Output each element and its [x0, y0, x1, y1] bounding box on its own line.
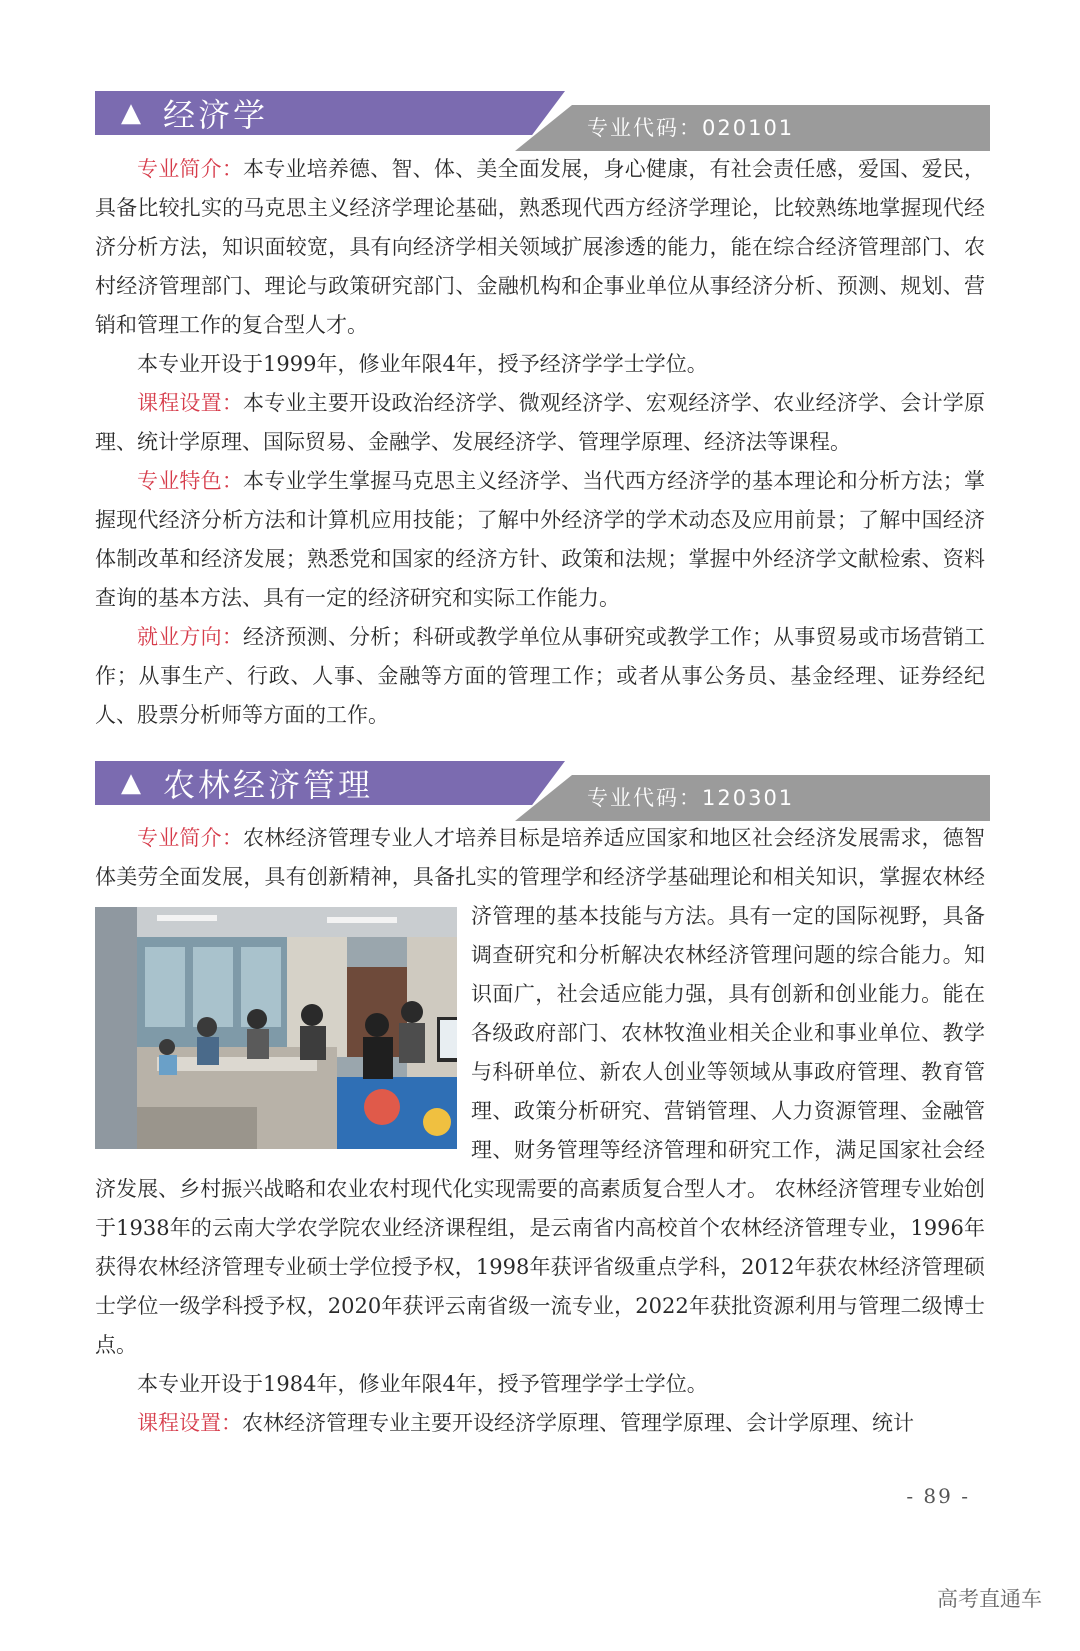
- watermark: 高考直通车: [937, 1587, 1042, 1611]
- paragraph-intro: [95, 150, 985, 345]
- paragraph-text: 本专业学生掌握马克思主义经济学、当代西方经济学的基本理论和分析方法；掌握现代经济分析方法和计算机应用技能；了解中外经济学的学术动态及应用前景；了解中国经济体制改革和经济发展；熟悉党和国家的经济方针、政策和法规；掌握中外经济学文献检索、资料查询的基本方法、具有一定的经济研究和实际工作能力。: [95, 469, 986, 610]
- paragraph-label: 专业特色：: [137, 469, 244, 493]
- section-title: 经济学: [163, 96, 269, 134]
- major-code: 专业代码：020101: [587, 116, 795, 140]
- paragraph-careers: [95, 618, 985, 735]
- paragraph-text: 经济预测、分析；科研或教学单位从事研究或教学工作；从事贸易或市场营销工作；从事生产、行政、人事、金融等方面的管理工作；或者从事公务员、基金经理、证券经纪人、股票分析师等方面的工作。: [95, 625, 986, 727]
- paragraph-features: [95, 462, 985, 618]
- paragraph-text: 农林经济管理专业人才培养目标是培养适应国家和地区社会经济发展需求，德智体美劳全面发展，具有创新精神，具备扎实的管理学和经济学基础理论和相关知: [95, 826, 986, 889]
- paragraph-courses: [95, 1404, 985, 1443]
- section-title: 农林经济管理: [163, 766, 374, 804]
- paragraph-label: 课程设置：: [137, 1411, 242, 1435]
- paragraph-intro: [95, 819, 985, 1365]
- paragraph-text: 农林经济管理专业主要开设经济学原理、管理学原理、会计学原理、统计: [242, 1411, 914, 1435]
- major-code: 专业代码：120301: [587, 786, 795, 810]
- paragraph-label: 专业简介：: [137, 826, 244, 850]
- page-number: - 89 -: [906, 1484, 970, 1508]
- paragraph-text: 本专业开设于1999年，修业年限4年，授予经济学学士学位。: [137, 352, 708, 376]
- paragraph-text: 本专业开设于1984年，修业年限4年，授予管理学学士学位。: [137, 1372, 708, 1396]
- paragraph-label: 专业简介：: [137, 157, 244, 181]
- section-header-agri-forestry: [95, 761, 990, 821]
- paragraph-label: 就业方向：: [137, 625, 244, 649]
- paragraph-established: [95, 345, 985, 384]
- paragraph-text: 识，掌握农林经济管理的基本技能与方法。具有一定的国际视野，具备调查研究和分析解决农林经济管理问题的综合能力。知识面广，社会适应能力强，具有创新和创业能力。能在各级政府部门、农林牧渔业相关企业和事业单位、教学与科研单位、新农人创业等领域从事政府管理、教育管理、政策分析研究、营销管理、人力资源管理、金融管理、财务管理等经济管理和研究工作，满足国家社会经济发展、乡村振兴战略和农业农村现代化实现需要的高素质复合型人才。 农林经济管理专业始创于1938年的云南大学农学院农业经济课程组，是云南省内高校首个农林经济管理专业，1996年获得农林经济管理专业硕士学位授予权，1998年获评省级重点学科，2012年获农林经济管理硕士学位一级学科授予权，2020年获评云南省级一流专业，2022年获批资源利用与管理二级博士点。: [95, 865, 985, 1357]
- triangle-icon: ▲: [121, 98, 141, 128]
- paragraph-text: 本专业主要开设政治经济学、微观经济学、宏观经济学、农业经济学、会计学原理、统计学原理、国际贸易、金融学、发展经济学、管理学原理、经济法等课程。: [95, 391, 986, 454]
- paragraph-established: [95, 1365, 985, 1404]
- section-body-economics: [95, 150, 985, 735]
- classroom-photo: [95, 907, 457, 1149]
- paragraph-courses: [95, 384, 985, 462]
- paragraph-text: 本专业培养德、智、体、美全面发展，身心健康，有社会责任感，爱国、爱民，具备比较扎实的马克思主义经济学理论基础，熟悉现代西方经济学理论，比较熟练地掌握现代经济分析方法，知识面较宽，具有向经济学相关领域扩展渗透的能力，能在综合经济管理部门、农村经济管理部门、理论与政策研究部门、金融机构和企事业单位从事经济分析、预测、规划、营销和管理工作的复合型人才。: [95, 157, 986, 337]
- paragraph-label: 课程设置：: [137, 391, 244, 415]
- section-header-economics: [95, 91, 990, 151]
- section-body-agri-forestry: [95, 819, 985, 1443]
- triangle-icon: ▲: [121, 768, 141, 798]
